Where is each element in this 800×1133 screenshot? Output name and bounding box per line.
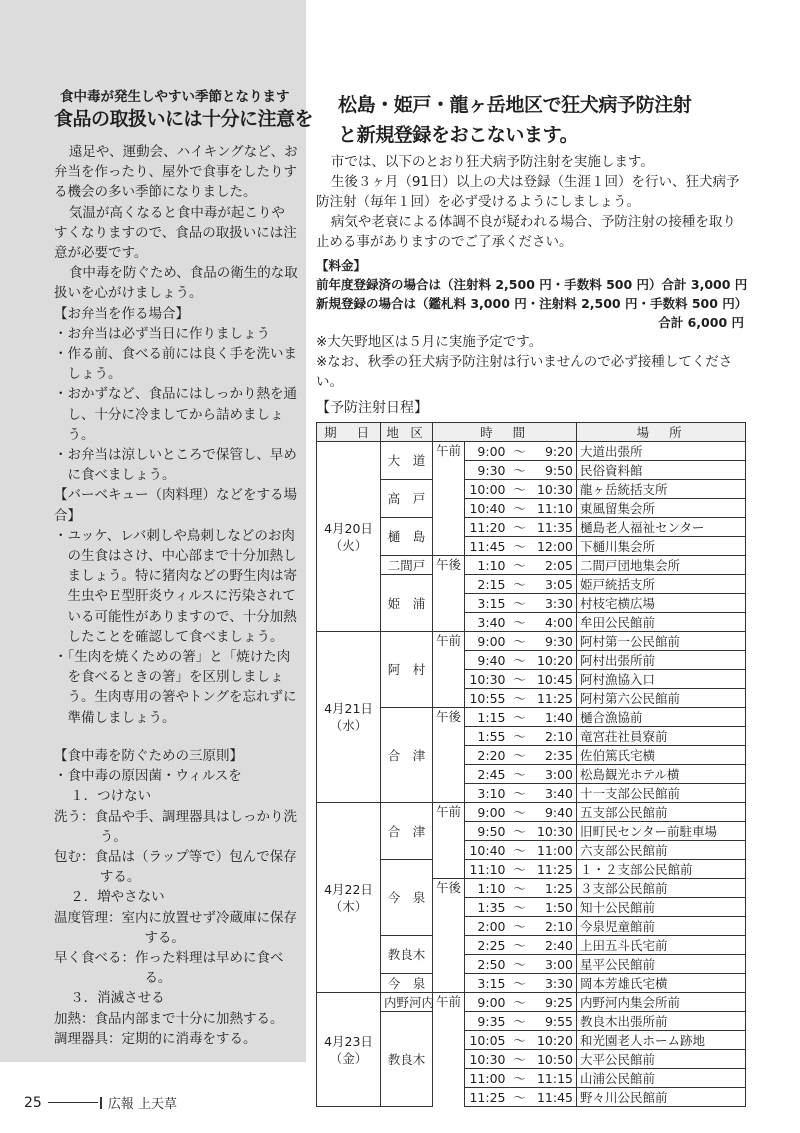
cell-time-tilde: ～ — [509, 632, 531, 651]
sidebar-subtitle: 食中毒が発生しやすい季節となります — [60, 89, 290, 105]
bento-item: ・おかずなど、食品にはしっかり熱を通し、十分に冷ましてから詰めましょう。 — [54, 386, 297, 443]
cell-ampm: 午前 — [433, 803, 465, 879]
cell-time-tilde: ～ — [509, 803, 531, 822]
table-row — [317, 518, 746, 537]
cell-place: 阿村漁協入口 — [577, 670, 746, 689]
cell-time-to: 9:50 — [531, 461, 577, 480]
cell-time-from: 10:40 — [465, 841, 509, 860]
cell-time-to: 9:25 — [531, 993, 577, 1012]
footer-rule — [48, 1102, 98, 1103]
cell-time-tilde: ～ — [509, 784, 531, 803]
table-header-row — [317, 423, 746, 442]
page-number: 25 — [24, 1094, 42, 1111]
cell-time-from: 10:40 — [465, 499, 509, 518]
cell-place: 六支部公民館前 — [577, 841, 746, 860]
table-row — [317, 803, 746, 822]
cell-time-tilde: ～ — [509, 974, 531, 993]
cell-time-from: 9:00 — [465, 993, 509, 1012]
cell-time-from: 10:30 — [465, 670, 509, 689]
cell-area: 教良木 — [381, 1012, 433, 1107]
bento-item: ・作る前、食べる前には良く手を洗いましょう。 — [54, 346, 297, 383]
table-row — [317, 632, 746, 651]
cell-time-to: 3:00 — [531, 765, 577, 784]
cell-time-to: 11:10 — [531, 499, 577, 518]
cell-place: 樋合漁協前 — [577, 708, 746, 727]
cell-time-from: 9:30 — [465, 461, 509, 480]
sidebar-content — [54, 88, 314, 1049]
cell-area: 姫 浦 — [381, 575, 433, 632]
cell-time-from: 9:00 — [465, 803, 509, 822]
article-body: 市では、以下のとおり狂犬病予防注射を実施します。 — [330, 154, 654, 170]
cell-time-from: 11:45 — [465, 537, 509, 556]
article-title-line1: 松島・姫戸・龍ヶ岳地区で狂犬病予防注射 — [338, 94, 692, 116]
cell-time-tilde: ～ — [509, 993, 531, 1012]
cell-time-from: 3:15 — [465, 594, 509, 613]
cell-time-to: 9:30 — [531, 632, 577, 651]
cell-time-from: 1:10 — [465, 879, 509, 898]
cell-time-from: 11:00 — [465, 1069, 509, 1088]
intro-paragraph: 食中毒を防ぐため、食品の衛生的な取扱いを心がけましょう。 — [54, 265, 298, 302]
table-row — [317, 860, 746, 879]
cell-place: 大平公民館前 — [577, 1050, 746, 1069]
cell-time-tilde: ～ — [509, 841, 531, 860]
cell-ampm: 午後 — [433, 879, 465, 993]
cell-place: 村枝宅横広場 — [577, 594, 746, 613]
cell-time-tilde: ～ — [509, 499, 531, 518]
cell-ampm: 午前 — [433, 442, 465, 556]
principle-item: 加熱：食品内部まで十分に加熱する。 — [54, 1010, 284, 1027]
schedule-body — [317, 442, 746, 1107]
schedule-heading: 【予防注射日程】 — [316, 400, 428, 416]
principle-1-heading: １．つけない — [70, 788, 152, 805]
intro-paragraph: 遠足や、運動会、ハイキングなど、お弁当を作ったり、屋外で食事をしたりする機会の多い季節になりました。 — [54, 144, 298, 201]
header-area: 地 区 — [381, 423, 433, 442]
article-body: 病気や老衰による体調不良が疑われる場合、予防注射の接種を取り止める事がありますのでご了承ください。 — [316, 214, 736, 250]
cell-time-tilde: ～ — [509, 917, 531, 936]
cell-place: 二間戸団地集会所 — [577, 556, 746, 575]
cell-time-tilde: ～ — [509, 613, 531, 632]
table-row — [317, 442, 746, 461]
cell-time-to: 9:55 — [531, 1012, 577, 1031]
principles-heading: 【食中毒を防ぐための三原則】 — [54, 747, 243, 764]
cell-time-tilde: ～ — [509, 765, 531, 784]
cell-time-from: 9:00 — [465, 632, 509, 651]
intro-paragraph: 気温が高くなると食中毒が起こりやすくなりますので、食品の取扱いには注意が必要です。 — [54, 204, 297, 262]
cell-area: 今 泉 — [381, 974, 433, 993]
cell-time-tilde: ～ — [509, 822, 531, 841]
cell-time-to: 9:20 — [531, 442, 577, 461]
cell-place: 知十公民館前 — [577, 898, 746, 917]
cell-time-to: 10:20 — [531, 651, 577, 670]
table-row — [317, 708, 746, 727]
principle-item: 温度管理：室内に放置せず冷蔵庫に保存する。 — [54, 909, 297, 946]
cell-time-tilde: ～ — [509, 575, 531, 594]
cell-time-tilde: ～ — [509, 879, 531, 898]
cell-time-to: 2:35 — [531, 746, 577, 765]
cell-date: 4月23日 （金） — [317, 993, 381, 1107]
table-row — [317, 556, 746, 575]
fee-heading: 【料金】 — [316, 258, 367, 273]
cell-time-to: 1:50 — [531, 898, 577, 917]
cell-time-to: 3:30 — [531, 594, 577, 613]
footer-tick — [100, 1097, 102, 1109]
cell-time-to: 2:10 — [531, 727, 577, 746]
cell-time-from: 10:30 — [465, 1050, 509, 1069]
cell-time-from: 10:00 — [465, 480, 509, 499]
food-poisoning-sidebar — [0, 0, 314, 1062]
table-row — [317, 575, 746, 594]
cell-time-to: 11:25 — [531, 689, 577, 708]
bbq-item: ・「生肉を焼くための箸」と「焼けた肉を食べるときの箸」を区別しましょう。生肉専用の箸やトングを忘れずに準備しましょう。 — [54, 649, 297, 726]
cell-time-tilde: ～ — [509, 689, 531, 708]
cell-ampm: 午後 — [433, 556, 465, 632]
cell-place: 松島観光ホテル横 — [577, 765, 746, 784]
spacer — [54, 728, 298, 746]
cell-date: 4月22日 （木） — [317, 803, 381, 993]
cell-time-from: 3:10 — [465, 784, 509, 803]
cell-time-to: 11:45 — [531, 1088, 577, 1107]
cell-place: 星平公民館前 — [577, 955, 746, 974]
cell-time-to: 12:00 — [531, 537, 577, 556]
cell-date: 4月20日 （火） — [317, 442, 381, 632]
cell-place: 樋島老人福祉センター — [577, 518, 746, 537]
cell-place: 姫戸統括支所 — [577, 575, 746, 594]
cell-time-tilde: ～ — [509, 594, 531, 613]
bbq-item: ・ユッケ、レバ刺しや鳥刺しなどのお肉の生食はさけ、中心部まで十分加熱しましょう。特に猪肉などの野生肉は寄生虫やＥ型肝炎ウィルスに汚染されている可能性がありますので、十分加熱したことを確認して食べましょう。 — [54, 527, 297, 645]
cell-time-tilde: ～ — [509, 898, 531, 917]
principle-3-heading: ３．消滅させる — [70, 990, 165, 1007]
article-title-line2: と新規登録をおこないます。 — [338, 124, 579, 146]
cell-place: 下樋川集会所 — [577, 537, 746, 556]
cell-place: 佐伯篤氏宅横 — [577, 746, 746, 765]
cell-place: 龍ヶ岳統括支所 — [577, 480, 746, 499]
cell-area: 高 戸 — [381, 480, 433, 518]
bento-item: ・お弁当は涼しいところで保管し、早めに食べましょう。 — [54, 447, 297, 484]
cell-time-tilde: ～ — [509, 1069, 531, 1088]
cell-time-tilde: ～ — [509, 480, 531, 499]
cell-time-to: 2:10 — [531, 917, 577, 936]
bento-item: ・お弁当は必ず当日に作りましょう — [54, 325, 270, 342]
cell-place: 山浦公民館前 — [577, 1069, 746, 1088]
principle-item: 包む：食品は（ラップ等で）包んで保存する。 — [54, 848, 297, 886]
cell-time-tilde: ～ — [509, 955, 531, 974]
header-place: 場 所 — [577, 423, 746, 442]
cell-area: 今 泉 — [381, 860, 433, 936]
cell-time-from: 10:55 — [465, 689, 509, 708]
cell-time-from: 1:10 — [465, 556, 509, 575]
cell-ampm: 午前 — [433, 632, 465, 708]
cell-time-from: 2:50 — [465, 955, 509, 974]
cell-time-tilde: ～ — [509, 860, 531, 879]
fee-total: 合計 6,000 円 — [658, 315, 744, 330]
cell-time-tilde: ～ — [509, 1050, 531, 1069]
cell-place: 民俗資料館 — [577, 461, 746, 480]
cell-time-to: 2:05 — [531, 556, 577, 575]
cell-time-from: 1:35 — [465, 898, 509, 917]
principle-item: 洗う：食品や手、調理器具はしっかり洗う。 — [54, 808, 297, 845]
cell-place: 東風留集会所 — [577, 499, 746, 518]
fee-line: 前年度登録済の場合は（注射料 2,500 円・手数料 500 円）合計 3,000 円 — [316, 277, 748, 292]
cell-time-to: 10:45 — [531, 670, 577, 689]
cell-time-tilde: ～ — [509, 1031, 531, 1050]
cell-time-to: 1:40 — [531, 708, 577, 727]
cell-time-from: 2:45 — [465, 765, 509, 784]
cell-place: 牟田公民館前 — [577, 613, 746, 632]
cell-place: 上田五斗氏宅前 — [577, 936, 746, 955]
cell-time-to: 3:05 — [531, 575, 577, 594]
cell-time-tilde: ～ — [509, 537, 531, 556]
cell-ampm: 午後 — [433, 708, 465, 803]
cell-time-from: 2:20 — [465, 746, 509, 765]
cell-time-to: 1:25 — [531, 879, 577, 898]
header-date: 期 日 — [317, 423, 381, 442]
cell-ampm: 午前 — [433, 993, 465, 1107]
cell-area: 教良木 — [381, 936, 433, 974]
cell-time-to: 11:35 — [531, 518, 577, 537]
principle-item: 早く食べる：作った料理は早めに食べる。 — [54, 949, 284, 987]
cell-time-to: 4:00 — [531, 613, 577, 632]
cell-time-from: 10:05 — [465, 1031, 509, 1050]
cell-time-tilde: ～ — [509, 556, 531, 575]
cell-place: 十一支部公民館前 — [577, 784, 746, 803]
cell-place: 竜宮荘社員寮前 — [577, 727, 746, 746]
bento-heading: 【お弁当を作る場合】 — [54, 305, 189, 322]
cell-time-from: 9:50 — [465, 822, 509, 841]
cell-time-tilde: ～ — [509, 518, 531, 537]
cell-place: 教良木出張所前 — [577, 1012, 746, 1031]
cell-area: 二間戸 — [381, 556, 433, 575]
cell-time-from: 3:15 — [465, 974, 509, 993]
cell-time-from: 2:00 — [465, 917, 509, 936]
cell-place: 旧町民センター前駐車場 — [577, 822, 746, 841]
cell-place: 五支部公民館前 — [577, 803, 746, 822]
bbq-heading: 【バーベキュー（肉料理）などをする場合】 — [54, 487, 297, 524]
cell-place: 阿村出張所前 — [577, 651, 746, 670]
cell-place: 大道出張所 — [577, 442, 746, 461]
cell-time-to: 3:00 — [531, 955, 577, 974]
cell-time-to: 2:40 — [531, 936, 577, 955]
cell-time-tilde: ～ — [509, 727, 531, 746]
cell-time-from: 11:20 — [465, 518, 509, 537]
cell-time-tilde: ～ — [509, 651, 531, 670]
cell-place: １・２支部公民館前 — [577, 860, 746, 879]
cell-time-tilde: ～ — [509, 936, 531, 955]
cell-time-from: 9:40 — [465, 651, 509, 670]
cell-place: 今泉児童館前 — [577, 917, 746, 936]
rabies-article — [316, 88, 748, 1107]
cell-time-to: 11:15 — [531, 1069, 577, 1088]
cell-time-from: 1:55 — [465, 727, 509, 746]
cell-time-to: 3:40 — [531, 784, 577, 803]
table-row — [317, 974, 746, 993]
cell-time-to: 10:20 — [531, 1031, 577, 1050]
schedule-table — [316, 422, 746, 1107]
note: ※なお、秋季の狂犬病予防注射は行いませんので必ず接種してください。 — [316, 354, 733, 390]
cell-time-from: 1:15 — [465, 708, 509, 727]
publication-name: 広報 上天草 — [107, 1097, 177, 1112]
cell-time-from: 11:10 — [465, 860, 509, 879]
cell-time-to: 10:30 — [531, 822, 577, 841]
principle-item: 調理器具：定期的に消毒をする。 — [54, 1030, 257, 1047]
cell-time-to: 10:30 — [531, 480, 577, 499]
cell-place: ３支部公民館前 — [577, 879, 746, 898]
cell-time-tilde: ～ — [509, 746, 531, 765]
cell-time-from: 2:25 — [465, 936, 509, 955]
page-footer — [24, 1093, 177, 1112]
article-body: 生後３ヶ月（91日）以上の犬は登録（生涯１回）を行い、狂犬病予防注射（毎年１回）を必ず受けるようにしましょう。 — [316, 174, 740, 210]
cell-time-to: 11:00 — [531, 841, 577, 860]
cell-time-tilde: ～ — [509, 442, 531, 461]
cell-place: 岡本芳雄氏宅横 — [577, 974, 746, 993]
cell-place: 和光園老人ホーム跡地 — [577, 1031, 746, 1050]
cell-time-tilde: ～ — [509, 708, 531, 727]
cell-time-to: 9:40 — [531, 803, 577, 822]
cell-place: 阿村第六公民館前 — [577, 689, 746, 708]
cell-time-to: 10:50 — [531, 1050, 577, 1069]
cell-time-tilde: ～ — [509, 461, 531, 480]
cell-time-tilde: ～ — [509, 670, 531, 689]
principle-2-heading: ２．増やさない — [70, 889, 165, 906]
cell-time-to: 3:30 — [531, 974, 577, 993]
cell-area: 合 津 — [381, 803, 433, 860]
table-row — [317, 993, 746, 1012]
cell-place: 内野河内集会所前 — [577, 993, 746, 1012]
cell-time-tilde: ～ — [509, 1088, 531, 1107]
cell-time-from: 9:35 — [465, 1012, 509, 1031]
cell-area: 阿 村 — [381, 632, 433, 708]
cell-time-tilde: ～ — [509, 1012, 531, 1031]
cell-place: 阿村第一公民館前 — [577, 632, 746, 651]
cell-place: 野々川公民館前 — [577, 1088, 746, 1107]
cell-area: 樋 島 — [381, 518, 433, 556]
cell-time-from: 11:25 — [465, 1088, 509, 1107]
cell-time-from: 9:00 — [465, 442, 509, 461]
cell-date: 4月21日 （水） — [317, 632, 381, 803]
cell-area: 内野河内 — [381, 993, 433, 1012]
fee-line: 新規登録の場合は（鑑札料 3,000 円・注射料 2,500 円・手数料 500 円） — [316, 296, 748, 311]
sidebar-title: 食品の取扱いには十分に注意を — [54, 108, 314, 130]
cell-area: 大 道 — [381, 442, 433, 480]
note: ※大矢野地区は５月に実施予定です。 — [316, 334, 543, 350]
table-row — [317, 936, 746, 955]
header-time: 時 間 — [433, 423, 577, 442]
principles-intro: ・食中毒の原因菌・ウィルスを — [54, 768, 242, 785]
table-row — [317, 1012, 746, 1031]
cell-time-from: 3:40 — [465, 613, 509, 632]
table-row — [317, 480, 746, 499]
cell-area: 合 津 — [381, 708, 433, 803]
cell-time-to: 11:25 — [531, 860, 577, 879]
cell-time-from: 2:15 — [465, 575, 509, 594]
